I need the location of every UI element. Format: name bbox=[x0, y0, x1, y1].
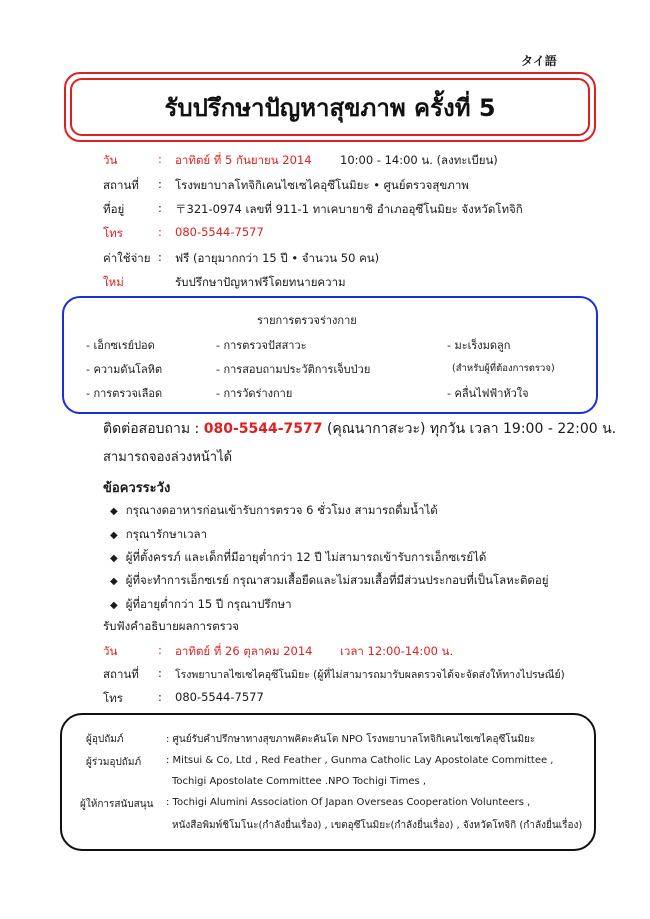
exam-item: - คลื่นไฟฟ้าหัวใจ bbox=[447, 387, 529, 400]
event-fee-value: ฟรี (อายุมากกว่า 15 ปี • จำนวน 50 คน) bbox=[175, 251, 380, 265]
diamond-bullet-icon: ◆ bbox=[110, 600, 118, 611]
event-phone-colon: : bbox=[158, 225, 162, 239]
page-title: รับปรึกษาปัญหาสุขภาพ ครั้งที่ 5 bbox=[70, 78, 590, 136]
support-label: ผู้ให้การสนับสนุน bbox=[80, 799, 154, 810]
results-phone-row bbox=[0, 690, 650, 708]
diamond-bullet-icon: ◆ bbox=[110, 530, 118, 541]
event-venue-label: สถานที่ bbox=[103, 178, 139, 192]
event-fee-row bbox=[0, 250, 650, 268]
caution-heading: ข้อควรระวัง bbox=[103, 481, 171, 496]
results-phone-colon: : bbox=[158, 690, 162, 704]
caution-text: กรุณารักษาเวลา bbox=[125, 527, 208, 541]
exam-item: - การวัดร่างกาย bbox=[216, 387, 293, 400]
cosponsor-line: Tochigi Apostolate Committee .NPO Tochigi Times , bbox=[172, 776, 427, 787]
event-phone-value: 080-5544-7577 bbox=[175, 225, 264, 239]
sponsor-label: ผู้อุปถัมภ์ bbox=[86, 734, 124, 745]
reservation-note: สามารถจองล่วงหน้าได้ bbox=[103, 450, 233, 465]
event-phone-label: โทร bbox=[103, 226, 123, 240]
event-address-value: 〒321-0974 เลขที่ 911-1 ทาเคบายาชิ อำเภออุซึโนมิยะ จังหวัดโทจิกิ bbox=[175, 202, 523, 216]
caution-text: กรุณางดอาหารก่อนเข้ารับการตรวจ 6 ชั่วโมง สามารถดื่มน้ำได้ bbox=[125, 503, 438, 517]
contact-prefix: ติดต่อสอบถาม : bbox=[103, 421, 200, 437]
event-venue-row bbox=[0, 177, 650, 195]
exam-item: - ความดันโลหิต bbox=[86, 363, 163, 376]
caution-item bbox=[110, 596, 292, 614]
results-phone-value: 080-5544-7577 bbox=[175, 690, 264, 704]
results-date-colon: : bbox=[158, 643, 162, 657]
caution-item bbox=[110, 526, 207, 544]
support-line: : Tochigi Alumini Association Of Japan Overseas Cooperation Volunteers , bbox=[166, 797, 531, 808]
exam-list-heading: รายการตรวจร่างกาย bbox=[257, 314, 357, 327]
results-venue-colon: : bbox=[158, 666, 162, 680]
results-date-value: อาทิตย์ ที่ 26 ตุลาคม 2014 bbox=[175, 644, 313, 658]
event-date-value: อาทิตย์ ที่ 5 กันยายน 2014 bbox=[175, 153, 312, 167]
sponsor-value: : ศูนย์รับคำปรึกษาทางสุขภาพคิตะคันโต NPO โรงพยาบาลโทจิกิเคนไซเซไคอุซึโนมิยะ bbox=[166, 734, 536, 745]
caution-item bbox=[110, 549, 486, 567]
caution-item bbox=[110, 572, 549, 590]
event-new-row bbox=[0, 274, 650, 292]
results-venue-value: โรงพยาบาลไซเซไคอุซึโนมิยะ (ผู้ที่ไม่สามารถมารับผลตรวจได้จะจัดส่งให้ทางไปรษณีย์) bbox=[175, 669, 565, 681]
exam-item: - การตรวจปัสสาวะ bbox=[216, 339, 307, 352]
event-new-label: ใหม่ bbox=[103, 275, 124, 289]
caution-item bbox=[110, 502, 438, 520]
results-date-label: วัน bbox=[103, 644, 118, 658]
event-date-colon: : bbox=[158, 152, 162, 166]
exam-item: - เอ็กซเรย์ปอด bbox=[86, 339, 155, 352]
event-address-label: ที่อยู่ bbox=[103, 202, 125, 216]
language-tag: タイ語 bbox=[521, 54, 557, 68]
diamond-bullet-icon: ◆ bbox=[110, 576, 118, 587]
event-time-value: 10:00 - 14:00 น. (ลงทะเบียน) bbox=[340, 153, 498, 167]
diamond-bullet-icon: ◆ bbox=[110, 506, 118, 517]
event-new-value: รับปรึกษาปัญหาฟรีโดยทนายความ bbox=[175, 275, 346, 289]
contact-suffix: (คุณนากาสะวะ) ทุกวัน เวลา 19:00 - 22:00 น. bbox=[326, 421, 617, 437]
exam-item: - การตรวจเลือด bbox=[86, 387, 163, 400]
results-venue-label: สถานที่ bbox=[103, 667, 139, 681]
caution-text: ผู้ที่ตั้งครรภ์ และเด็กที่มีอายุต่ำกว่า 12 ปี ไม่สามารถเข้ารับการเอ็กซเรย์ได้ bbox=[125, 550, 487, 564]
event-fee-colon: : bbox=[158, 250, 162, 264]
event-phone-row bbox=[0, 225, 650, 243]
results-heading: รับฟังคำอธิบายผลการตรวจ bbox=[103, 619, 240, 633]
exam-item: - มะเร็งมดลูก bbox=[447, 339, 511, 352]
event-date-row bbox=[0, 152, 650, 170]
cosponsor-line: : Mitsui & Co, Ltd , Red Feather , Gunma Catholic Lay Apostolate Committee , bbox=[166, 755, 554, 766]
contact-phone: 080-5544-7577 bbox=[203, 421, 323, 437]
results-venue-row bbox=[0, 666, 650, 684]
event-date-label: วัน bbox=[103, 153, 118, 167]
event-address-colon: : bbox=[158, 201, 162, 215]
event-address-row bbox=[0, 201, 650, 219]
caution-text: ผู้ที่จะทำการเอ็กซเรย์ กรุณาสวมเสื้อยืดและไม่สวมเสื้อที่มีส่วนประกอบที่เป็นโลหะติดอยู่ bbox=[125, 573, 549, 587]
event-venue-colon: : bbox=[158, 177, 162, 191]
results-phone-label: โทร bbox=[103, 691, 123, 705]
exam-item: - การสอบถามประวัติการเจ็บป่วย bbox=[216, 363, 371, 376]
results-date-row bbox=[0, 643, 650, 661]
results-time-value: เวลา 12:00-14:00 น. bbox=[340, 644, 454, 658]
event-venue-value: โรงพยาบาลโทจิกิเคนไซเซไคอุซึโนมิยะ • ศูนย์ตรวจสุขภาพ bbox=[175, 178, 469, 192]
diamond-bullet-icon: ◆ bbox=[110, 553, 118, 564]
contact-line bbox=[103, 418, 616, 440]
exam-item-note: (สำหรับผู้ที่ต้องการตรวจ) bbox=[452, 363, 555, 374]
caution-text: ผู้ที่อายุต่ำกว่า 15 ปี กรุณาปรึกษา bbox=[125, 597, 292, 611]
cosponsor-label: ผู้ร่วมอุปถัมภ์ bbox=[86, 757, 142, 768]
support-line: หนังสือพิมพ์ชิโมโนะ(กำลังยื่นเรื่อง) , เขตอุซึโนมิยะ(กำลังยื่นเรื่อง) , จังหวัดโทจิกิ (กำลังยื่นเรื่อง) bbox=[172, 820, 583, 831]
event-fee-label: ค่าใช้จ่าย bbox=[103, 251, 151, 265]
